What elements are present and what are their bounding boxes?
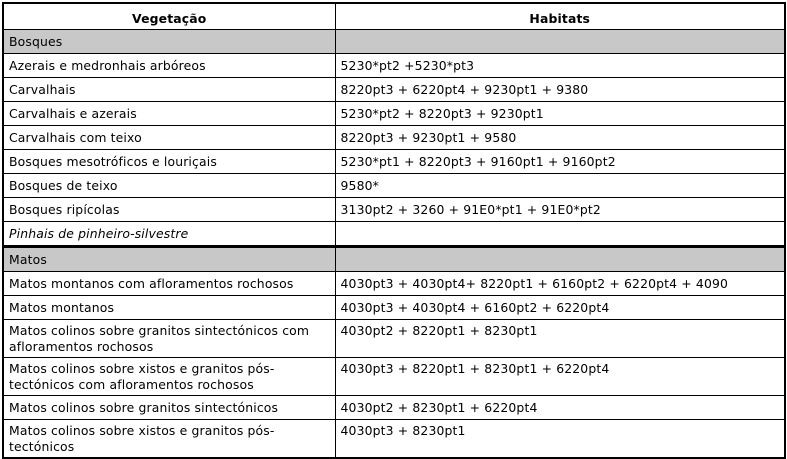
table-row: [3, 296, 785, 320]
vegetacao-cell: [3, 198, 335, 222]
table-header-row: [3, 3, 785, 30]
habitats-cell: 5230*pt2 +5230*pt3: [335, 54, 785, 78]
vegetacao-cell: [3, 272, 335, 296]
habitats-cell: [335, 222, 785, 247]
table-row: [3, 102, 785, 126]
table-row: [3, 78, 785, 102]
vegetacao-cell: [3, 320, 335, 358]
table-row: [3, 198, 785, 222]
habitats-cell: 4030pt3 + 4030pt4+ 8220pt1 + 6160pt2 + 6220pt4 + 4090: [335, 272, 785, 296]
vegetacao-text: Pinhais de pinheiro-silvestre: [9, 226, 189, 241]
group-label: Matos: [3, 247, 335, 272]
vegetacao-text: Matos colinos sobre granitos sintectónicos com afloramentos rochosos: [9, 323, 310, 354]
vegetacao-text: Matos montanos: [9, 300, 115, 315]
vegetacao-cell: [3, 358, 335, 396]
vegetacao-text: Matos montanos com afloramentos rochosos: [9, 276, 294, 291]
vegetacao-text: Carvalhais e azerais: [9, 106, 137, 121]
vegetacao-text: Bosques de teixo: [9, 178, 118, 193]
habitats-cell: 8220pt3 + 6220pt4 + 9230pt1 + 9380: [335, 78, 785, 102]
habitats-cell: 8220pt3 + 9230pt1 + 9580: [335, 126, 785, 150]
table-row: [3, 272, 785, 296]
column-header-vegetacao: Vegetação: [3, 3, 335, 30]
group-row: [3, 247, 785, 272]
habitats-cell: 3130pt2 + 3260 + 91E0*pt1 + 91E0*pt2: [335, 198, 785, 222]
table-row: [3, 320, 785, 358]
table-row: [3, 150, 785, 174]
table-row: [3, 396, 785, 420]
vegetacao-text: Matos colinos sobre xistos e granitos pós-tectónicos com afloramentos rochosos: [9, 361, 275, 392]
vegetacao-cell: [3, 54, 335, 78]
habitats-cell: 4030pt2 + 8220pt1 + 8230pt1: [335, 320, 785, 358]
vegetacao-cell: [3, 102, 335, 126]
group-habitats-empty: [335, 247, 785, 272]
table-row: [3, 54, 785, 78]
vegetacao-text: Carvalhais: [9, 82, 76, 97]
vegetacao-cell: [3, 222, 335, 247]
vegetacao-text: Azerais e medronhais arbóreos: [9, 58, 206, 73]
habitats-cell: 4030pt3 + 8220pt1 + 8230pt1 + 6220pt4: [335, 358, 785, 396]
table-row: [3, 420, 785, 459]
column-header-habitats: Habitats: [335, 3, 785, 30]
vegetacao-text: Bosques ripícolas: [9, 202, 120, 217]
group-label: Bosques: [3, 30, 335, 54]
habitats-cell: 5230*pt1 + 8220pt3 + 9160pt1 + 9160pt2: [335, 150, 785, 174]
vegetacao-cell: [3, 396, 335, 420]
table-row: [3, 174, 785, 198]
vegetacao-cell: [3, 296, 335, 320]
vegetacao-text: Matos colinos sobre xistos e granitos pós-tectónicos: [9, 423, 275, 454]
vegetacao-cell: [3, 174, 335, 198]
table-row: [3, 222, 785, 247]
vegetacao-text: Matos colinos sobre granitos sintectónicos: [9, 400, 279, 415]
vegetacao-cell: [3, 420, 335, 459]
habitats-cell: 4030pt2 + 8230pt1 + 6220pt4: [335, 396, 785, 420]
habitats-cell: 5230*pt2 + 8220pt3 + 9230pt1: [335, 102, 785, 126]
vegetacao-cell: [3, 78, 335, 102]
vegetacao-text: Carvalhais com teixo: [9, 130, 142, 145]
vegetacao-text: Bosques mesotróficos e louriçais: [9, 154, 217, 169]
vegetacao-cell: [3, 150, 335, 174]
habitats-cell: 9580*: [335, 174, 785, 198]
table-row: [3, 126, 785, 150]
habitats-cell: 4030pt3 + 8230pt1: [335, 420, 785, 459]
table-row: [3, 358, 785, 396]
group-habitats-empty: [335, 30, 785, 54]
table-body: [3, 30, 785, 459]
habitats-cell: 4030pt3 + 4030pt4 + 6160pt2 + 6220pt4: [335, 296, 785, 320]
vegetation-habitats-table: [2, 2, 786, 459]
vegetacao-cell: [3, 126, 335, 150]
group-row: [3, 30, 785, 54]
